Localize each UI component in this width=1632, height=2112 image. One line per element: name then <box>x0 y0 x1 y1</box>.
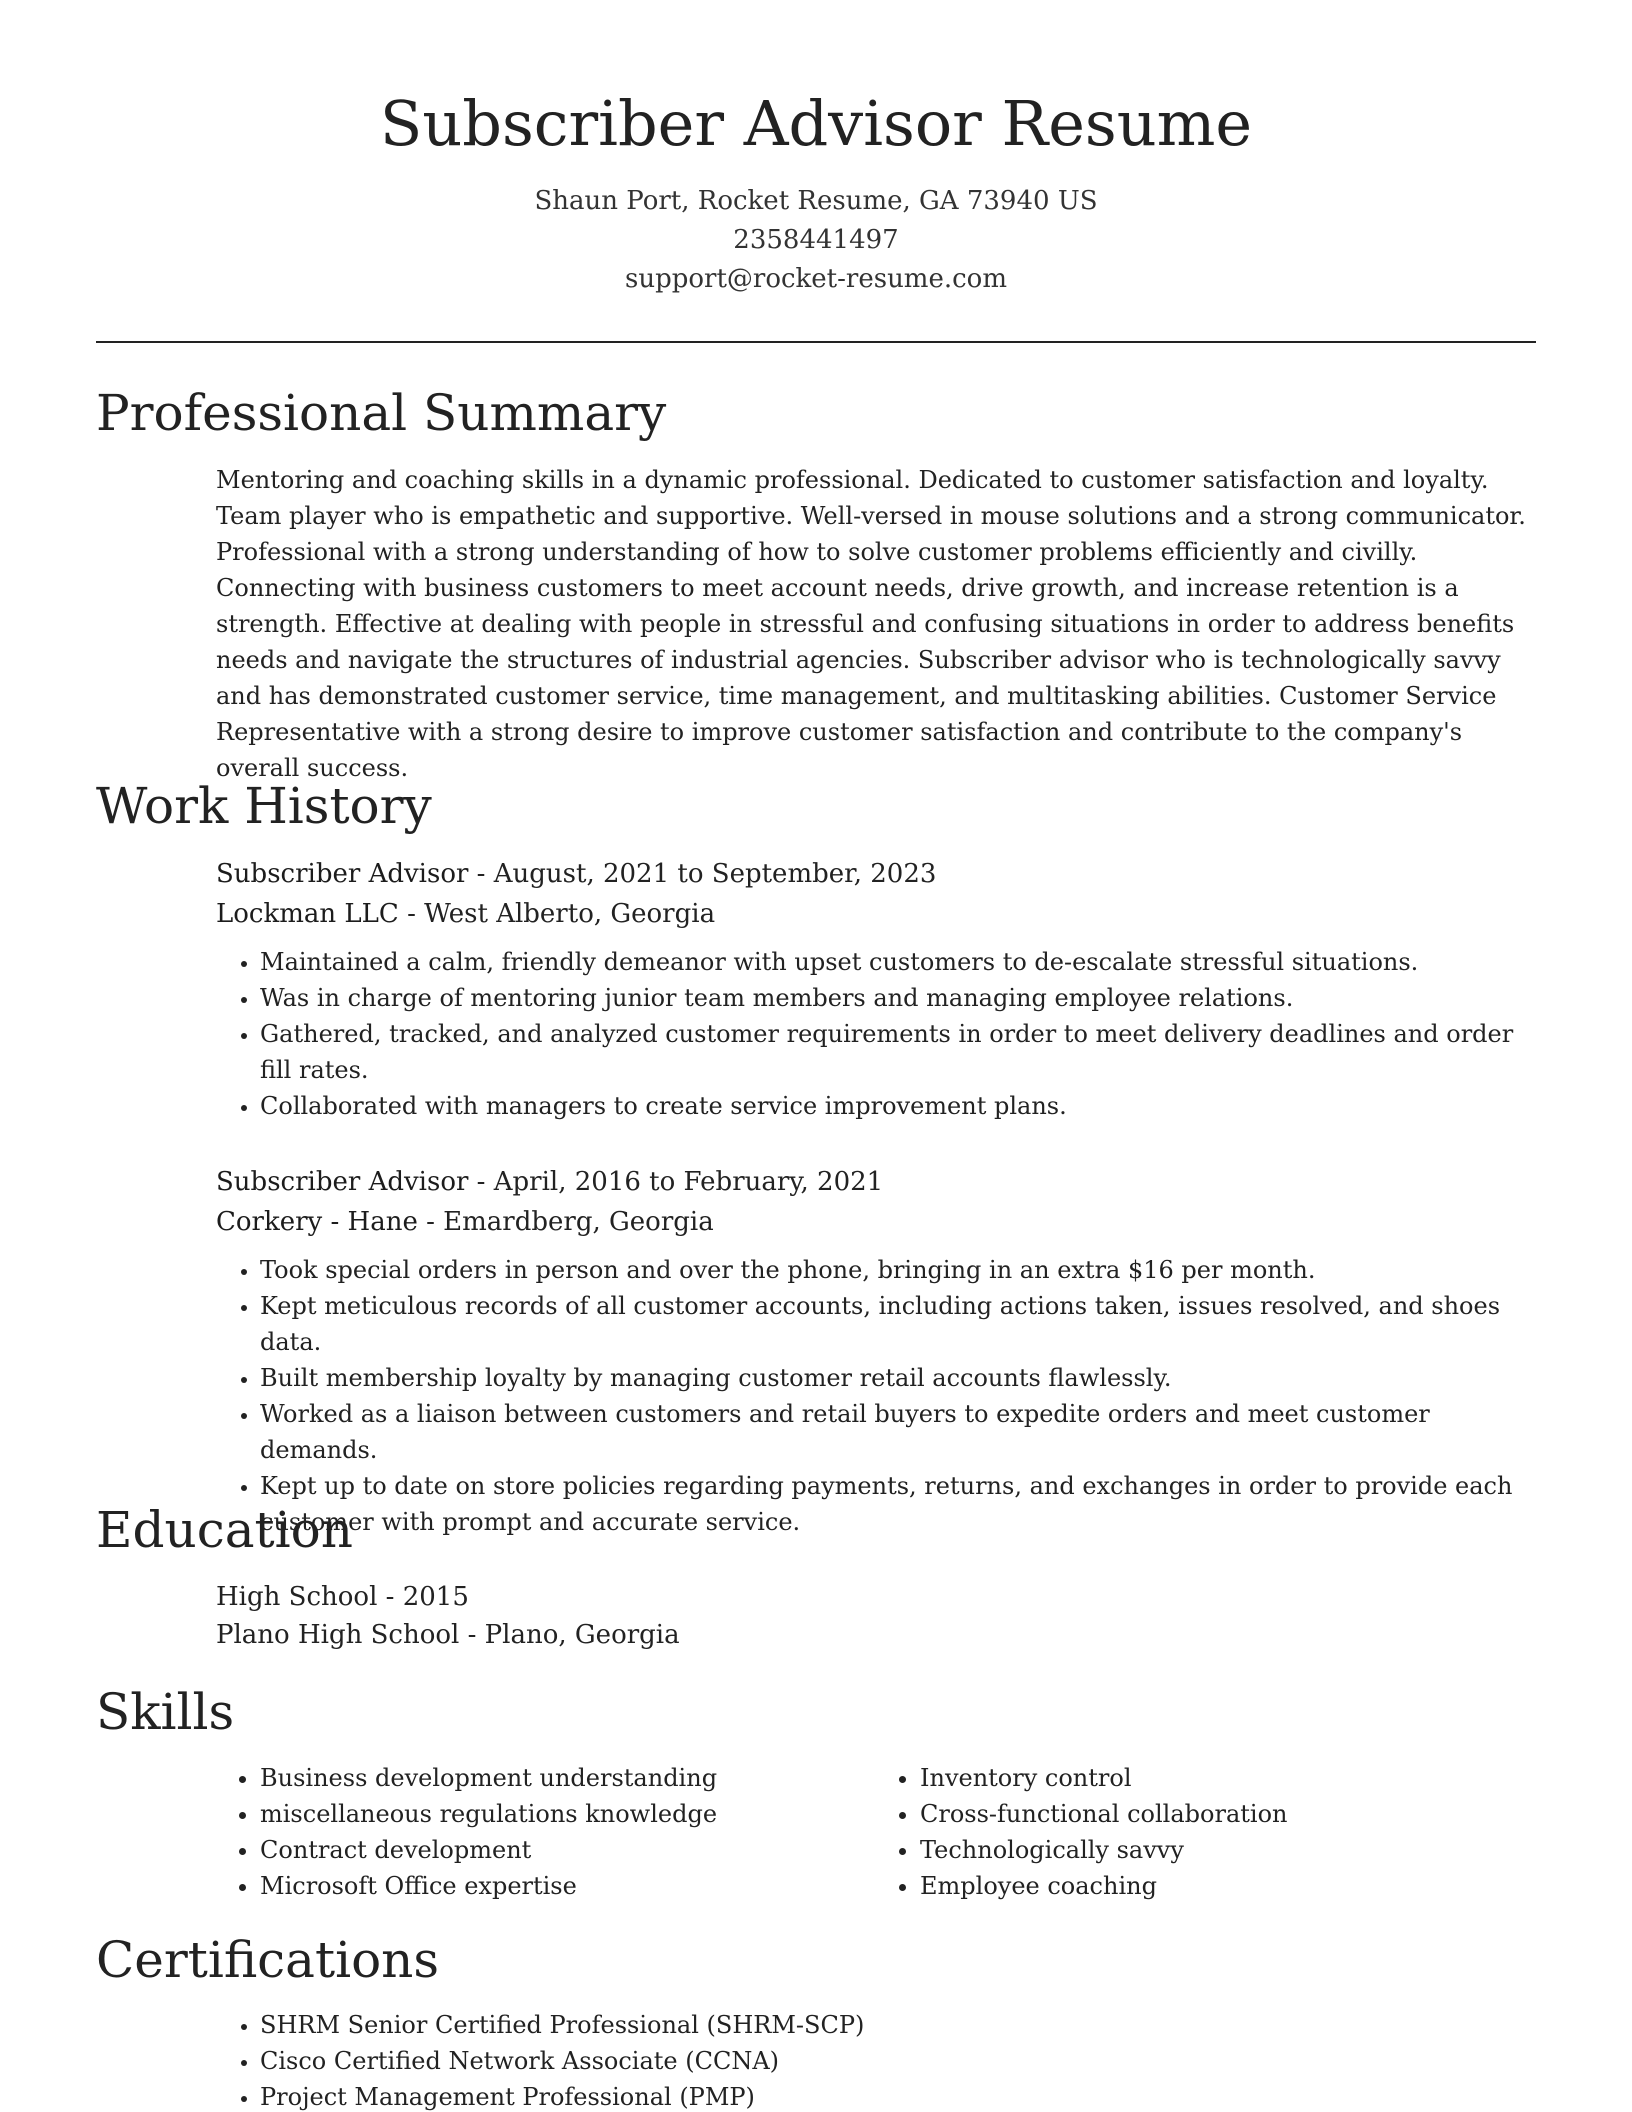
list-item: • Kept up to date on store policies regarding payments, returns, and exchanges in order to provide each customer with prompt and accurate service. <box>260 1468 1536 1540</box>
certifications-list <box>216 2007 1536 2112</box>
skills-list-right <box>876 1760 1536 1904</box>
skills-section <box>216 1760 1536 1904</box>
education-year: - 2015 <box>377 1582 469 1612</box>
contact-info <box>96 182 1536 299</box>
list-item: • Was in charge of mentoring junior team members and managing employee relations. <box>260 980 1536 1016</box>
job-location: - West Alberto, Georgia <box>398 899 716 929</box>
certifications-heading: Certifications <box>96 1931 440 1989</box>
job-employer-line <box>216 894 1536 934</box>
job-duties-list <box>216 1252 1536 1540</box>
summary-section <box>216 462 1536 786</box>
list-item: • Collaborated with managers to create service improvement plans. <box>260 1088 1536 1124</box>
skills-columns <box>216 1760 1536 1904</box>
resume-header <box>96 80 1536 299</box>
certifications-section <box>216 2007 1536 2112</box>
contact-address: Shaun Port, Rocket Resume, GA 73940 US <box>534 186 1098 216</box>
list-item: • Gathered, tracked, and analyzed customer requirements in order to meet delivery deadlines and order fill rates. <box>260 1016 1536 1088</box>
header-divider <box>96 341 1536 343</box>
job-entry <box>216 854 1536 1124</box>
job-entry <box>216 1162 1536 1540</box>
job-dates: - August, 2021 to September, 2023 <box>468 859 937 889</box>
list-item: • Cross-functional collaboration <box>920 1796 1536 1832</box>
job-employer: Corkery - Hane <box>216 1207 418 1237</box>
job-employer: Lockman LLC <box>216 899 399 929</box>
list-item: • Worked as a liaison between customers and retail buyers to expedite orders and meet customer demands. <box>260 1396 1536 1468</box>
contact-phone: 2358441497 <box>733 225 899 255</box>
job-role: Subscriber Advisor <box>216 859 469 889</box>
list-item: • Business development understanding <box>260 1760 876 1796</box>
list-item: • SHRM Senior Certified Professional (SHRM-SCP) <box>260 2007 1536 2043</box>
education-school: Plano High School <box>216 1620 460 1650</box>
resume-title: Subscriber Advisor Resume <box>379 87 1253 160</box>
list-item: • miscellaneous regulations knowledge <box>260 1796 876 1832</box>
work-history-heading: Work History <box>96 777 432 835</box>
list-item: • Technologically savvy <box>920 1832 1536 1868</box>
list-item: • Employee coaching <box>920 1868 1536 1904</box>
list-item: • Kept meticulous records of all customer accounts, including actions taken, issues resolved, and shoes data. <box>260 1288 1536 1360</box>
list-item: • Microsoft Office expertise <box>260 1868 876 1904</box>
education-degree-line <box>216 1578 1536 1616</box>
list-item: • Built membership loyalty by managing customer retail accounts flawlessly. <box>260 1360 1536 1396</box>
list-item: • Inventory control <box>920 1760 1536 1796</box>
skills-list-left <box>216 1760 876 1904</box>
job-duties-list <box>216 944 1536 1124</box>
education-school-line <box>216 1616 1536 1654</box>
education-degree: High School <box>216 1582 378 1612</box>
contact-email: support@rocket-resume.com <box>624 264 1007 294</box>
job-title-line <box>216 1162 1536 1202</box>
list-item: • Project Management Professional (PMP) <box>260 2079 1536 2112</box>
education-location: - Plano, Georgia <box>459 1620 680 1650</box>
job-location: - Emardberg, Georgia <box>417 1207 714 1237</box>
skills-heading: Skills <box>96 1683 235 1741</box>
list-item: • Maintained a calm, friendly demeanor with upset customers to de-escalate stressful situations. <box>260 944 1536 980</box>
summary-heading: Professional Summary <box>96 384 667 442</box>
list-item: • Took special orders in person and over the phone, bringing in an extra $16 per month. <box>260 1252 1536 1288</box>
education-entry <box>216 1578 1536 1654</box>
job-dates: - April, 2016 to February, 2021 <box>468 1167 884 1197</box>
job-title-line <box>216 854 1536 894</box>
summary-text: Mentoring and coaching skills in a dynamic professional. Dedicated to customer satisfaction and loyalty. Team player who is empathetic and supportive. Well-versed in mouse solutions and a strong communicator. Professional with a strong understanding of how to solve customer problems efficiently and civilly. Connecting with business customers to meet account needs, drive growth, and increase retention is a strength. Effective at dealing with people in stressful and confusing situations in order to address benefits needs and navigate the structures of industrial agencies. Subscriber advisor who is technologically savvy and has demonstrated customer service, time management, and multitasking abilities. Customer Service Representative with a strong desire to improve customer satisfaction and contribute to the company's overall success. <box>216 466 1526 782</box>
education-heading: Education <box>96 1501 353 1559</box>
list-item: • Contract development <box>260 1832 876 1868</box>
job-role: Subscriber Advisor <box>216 1167 469 1197</box>
list-item: • Cisco Certified Network Associate (CCNA) <box>260 2043 1536 2079</box>
job-employer-line <box>216 1202 1536 1242</box>
